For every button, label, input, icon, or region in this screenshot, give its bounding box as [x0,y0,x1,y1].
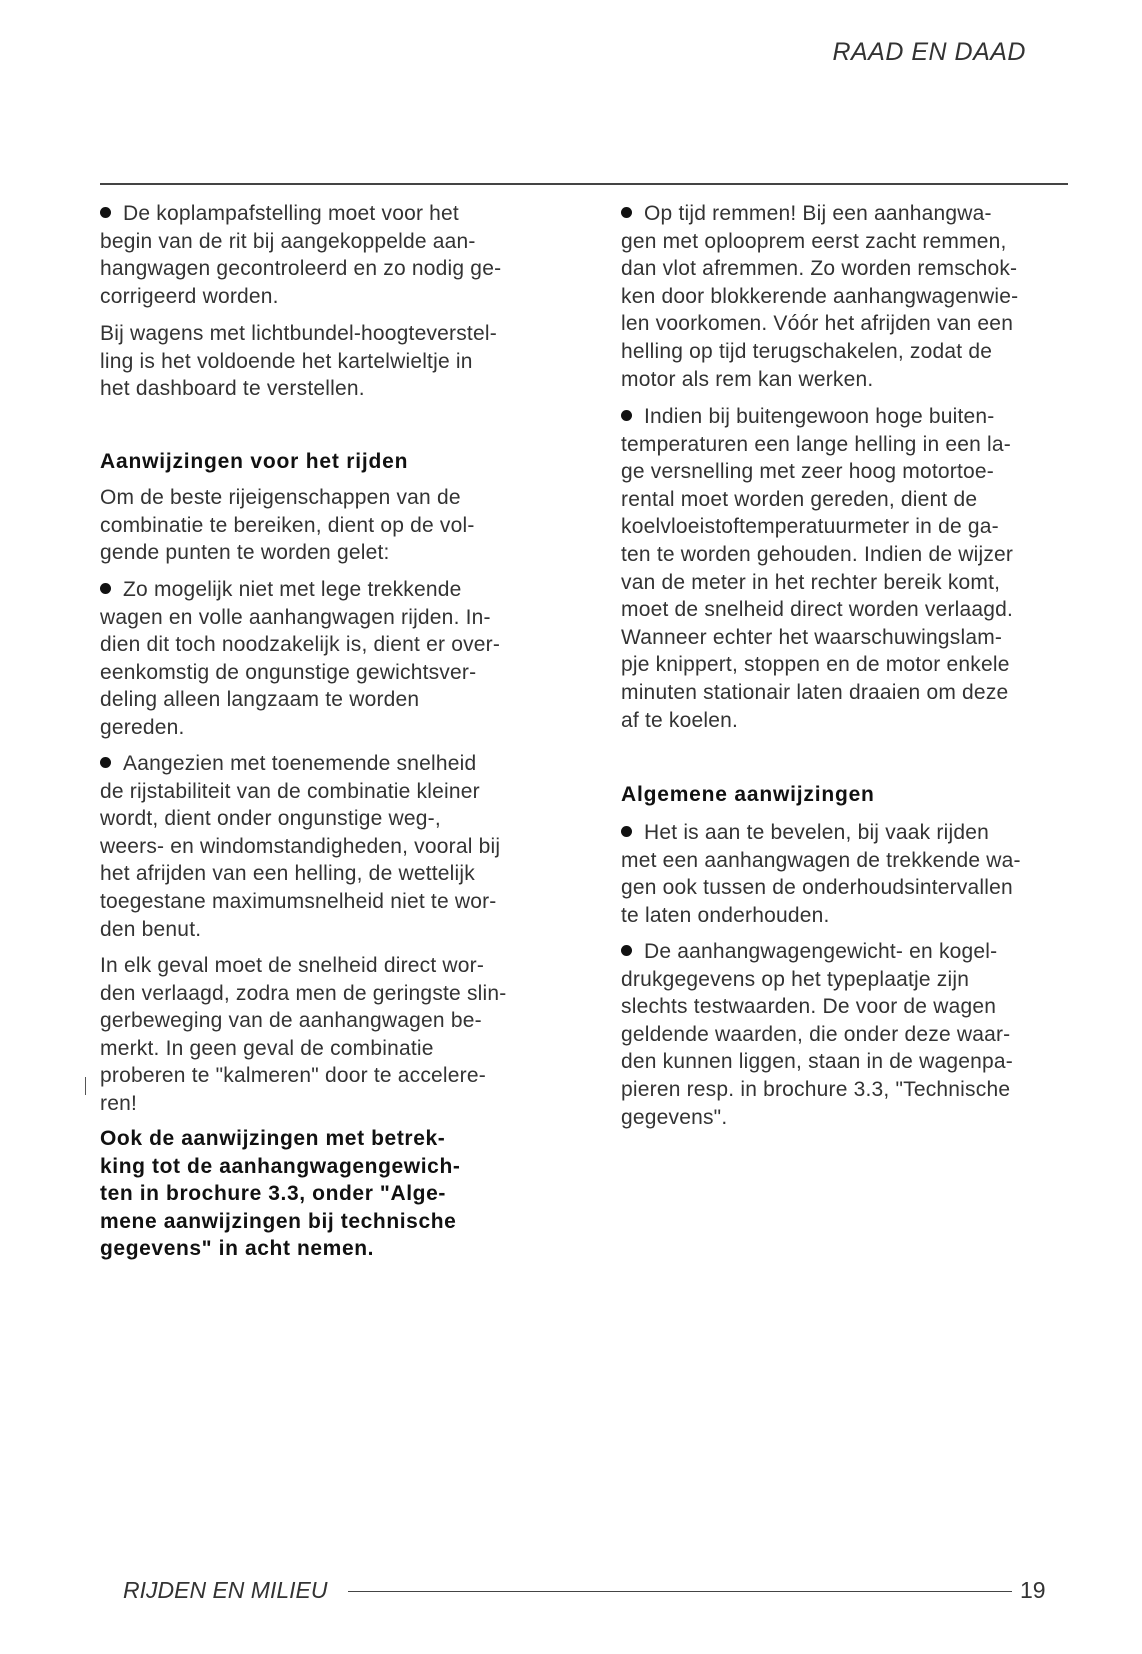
left-bold-note: Ook de aanwijzingen met betrek- king tot de aanhangwagengewich- ten in brochure 3.3, onder "Alge- mene aanwijzingen bij technische gegevens" in acht nemen. [100,1127,461,1261]
right-bullet-4 [621,938,1013,1131]
bullet-icon [100,207,111,218]
footer-rule [348,1591,1012,1592]
bullet-icon [621,410,632,421]
page-number: 19 [1020,1577,1046,1603]
running-header: RAAD EN DAAD [832,38,1026,66]
left-paragraph-2: Bij wagens met lichtbundel-hoogteverstel- ling is het voldoende het kartelwieltje in het dashboard te verstellen. [100,322,497,401]
paragraph-text: Het is aan te bevelen, bij vaak rijden met een aanhangwagen de trekkende wa- gen ook tussen de onderhoudsintervallen te laten onderhouden. [621,821,1021,927]
left-bullet-4 [100,576,500,742]
bullet-icon [621,826,632,837]
left-bullet-5 [100,750,500,943]
right-bullet-3 [621,819,1021,929]
right-bullet-2 [621,403,1013,734]
bullet-icon [100,583,111,594]
paragraph-text: Zo mogelijk niet met lege trekkende wagen en volle aanhangwagen rijden. In- dien dit toch noodzakelijk is, dient er over- eenkomstig de ongunstige gewichtsver- deling alleen langzaam te worden gereden. [100,578,501,739]
bullet-icon [621,945,632,956]
paragraph-text: Aangezien met toenemende snelheid de rijstabiliteit van de combinatie kleiner wordt, dient onder ongunstige weg-, weers- en windomstandigheden, vooral bij het afrijden van een helling, de wettelijk toegestane maximumsnelheid niet te wor- den benut. [100,752,501,941]
left-paragraph-3: Om de beste rijeigenschappen van de combinatie te bereiken, dient op de vol- gende punten te worden gelet: [100,486,475,565]
heading-algemene-aanwijzingen: Algemene aanwijzingen [621,783,875,806]
header-rule [100,183,1068,185]
bullet-icon [621,207,632,218]
heading-aanwijzingen-rijden: Aanwijzingen voor het rijden [100,450,409,473]
paragraph-text: De aanhangwagengewicht- en kogel- drukgegevens op het typeplaatje zijn slechts testwaarden. De voor de wagen geldende waarden, die onder deze waar- den kunnen liggen, staan in de wagenpa- pieren resp. in brochure 3.3, "Technische gegevens". [621,940,1013,1129]
paragraph-text: Op tijd remmen! Bij een aanhangwa- gen met oplooprem eerst zacht remmen, dan vlot afremmen. Zo worden remschok- ken door blokkerende aanhangwagenwie- len voorkomen. Vóór het afrijden van een helling op tijd terugschakelen, zodat de motor als rem kan werken. [621,202,1019,391]
paragraph-text: De koplampafstelling moet voor het begin van de rit bij aangekoppelde aan- hangwagen gecontroleerd en zo nodig ge- corrigeerd worden. [100,202,502,308]
left-paragraph-6: In elk geval moet de snelheid direct wor- den verlaagd, zodra men de geringste slin- gerbeweging van de aanhangwagen be- merkt. In geen geval de combinatie proberen te "kalmeren" door te accelere- ren! [100,954,507,1115]
margin-mark [85,1077,86,1095]
bullet-icon [100,757,111,768]
footer-section: RIJDEN EN MILIEU [123,1577,328,1603]
right-bullet-1 [621,200,1018,393]
paragraph-text: Indien bij buitengewoon hoge buiten- temperaturen een lange helling in een la- ge versnelling met zeer hoog motortoe- rental moet worden gereden, dient de koelvloeistoftemperatuurmeter in de ga- ten te worden gehouden. Indien de wijzer van de meter in het rechter bereik komt, moet de snelheid direct worden verlaagd. Wanneer echter het waarschuwingslam- pje knippert, stoppen en de motor enkele minuten stationair laten draaien om deze af te koelen. [621,405,1014,732]
left-bullet-1 [100,200,501,310]
